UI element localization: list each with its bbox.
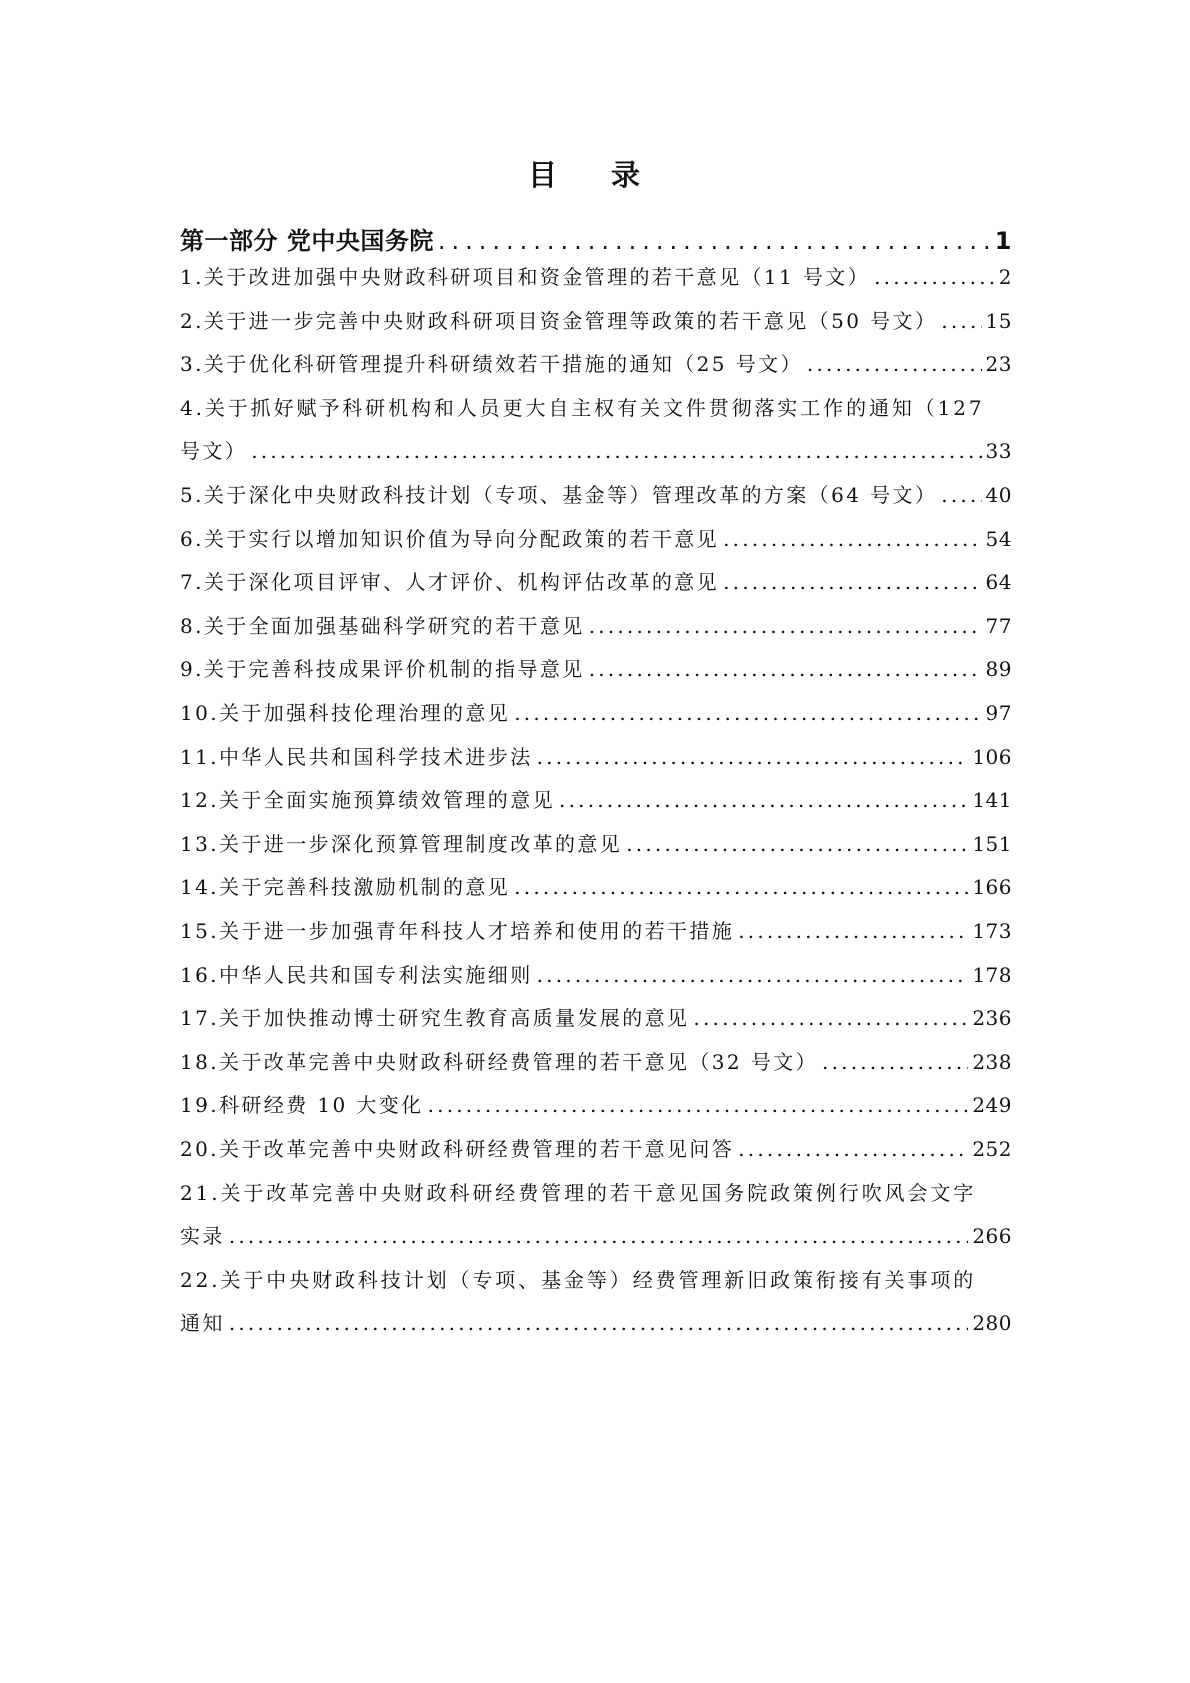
toc-leader-dots	[941, 480, 981, 510]
toc-entry[interactable]	[180, 1130, 1012, 1164]
toc-entry-page: 64	[985, 570, 1012, 595]
toc-entry-page: 166	[972, 875, 1012, 900]
toc-entry-page: 238	[972, 1049, 1012, 1074]
toc-entry-continuation[interactable]	[180, 432, 1012, 466]
toc-entry-page: 106	[972, 744, 1012, 769]
toc-leader-dots	[229, 1308, 969, 1338]
toc-entry-title: 21.关于改革完善中央财政科研经费管理的若干意见国务院政策例行吹风会文字	[180, 1180, 977, 1205]
toc-part-page: 1	[994, 227, 1012, 255]
toc-entry-title: 3.关于优化科研管理提升科研绩效若干措施的通知（25 号文）	[180, 352, 803, 377]
toc-entry-title: 15.关于进一步加强青年科技人才培养和使用的若干措施	[180, 919, 735, 943]
toc-entry[interactable]	[180, 781, 1012, 815]
toc-entry-title-continued: 号文）	[180, 439, 248, 464]
toc-entry-page: 178	[972, 962, 1012, 987]
toc-leader-dots	[537, 960, 969, 990]
toc-leader-dots	[626, 829, 968, 859]
toc-entry[interactable]	[180, 563, 1012, 597]
toc-entry-title: 5.关于深化中央财政科技计划（专项、基金等）管理改革的方案（64 号文）	[180, 483, 938, 507]
toc-entry-title: 16.中华人民共和国专利法实施细则	[180, 962, 533, 987]
toc-leader-dots	[807, 349, 982, 379]
toc-leader-dots	[559, 785, 968, 815]
toc-entry[interactable]	[180, 999, 1012, 1033]
toc-entry-title: 17.关于加快推动博士研究生教育高质量发展的意见	[180, 1006, 690, 1031]
toc-leader-dots	[537, 742, 969, 772]
toc-entry-page: 23	[985, 352, 1012, 377]
toc-entry-title: 18.关于改革完善中央财政科研经费管理的若干意见（32 号文）	[180, 1049, 819, 1074]
toc-leader-dots	[229, 1221, 969, 1251]
toc-entry[interactable]	[180, 520, 1012, 554]
toc-entry-page: 40	[985, 483, 1012, 507]
toc-entry-continuation[interactable]	[180, 1304, 1012, 1338]
page-title: 目 录	[527, 158, 663, 192]
toc-entry-title: 9.关于完善科技成果评价机制的指导意见	[180, 657, 585, 682]
toc-entry-page: 173	[972, 919, 1012, 943]
toc-leader-dots	[822, 1047, 968, 1077]
toc-entry-page: 33	[985, 439, 1012, 464]
toc-entry-title: 1.关于改进加强中央财政科研项目和资金管理的若干意见（11 号文）	[180, 265, 871, 289]
toc-entry-page: 280	[972, 1311, 1012, 1336]
toc-entry-title: 22.关于中央财政科技计划（专项、基金等）经费管理新旧政策衔接有关事项的	[180, 1267, 977, 1292]
toc-entry-title: 8.关于全面加强基础科学研究的若干意见	[180, 613, 585, 638]
toc-entry-page: 252	[972, 1137, 1012, 1161]
toc-entry-title: 19.科研经费 10 大变化	[180, 1093, 424, 1118]
toc-entry-page: 54	[985, 526, 1012, 551]
toc-leader-dots	[438, 226, 991, 256]
toc-entry-page: 151	[972, 831, 1012, 856]
toc-part-heading[interactable]	[180, 218, 1012, 256]
toc-entry-title: 2.关于进一步完善中央财政科研项目资金管理等政策的若干意见（50 号文）	[180, 308, 938, 333]
toc-entry-title: 11.中华人民共和国科学技术进步法	[180, 744, 533, 769]
toc-entry-page: 249	[972, 1093, 1012, 1118]
toc-entry-title: 14.关于完善科技激励机制的意见	[180, 875, 511, 900]
toc-entry-page: 97	[985, 701, 1012, 725]
toc-entry-page: 15	[985, 308, 1012, 333]
toc-entry-title: 6.关于实行以增加知识价值为导向分配政策的若干意见	[180, 526, 720, 551]
toc-entry-title-continued: 实录	[180, 1224, 225, 1249]
toc-entry-title: 7.关于深化项目评审、人才评价、机构评估改革的意见	[180, 570, 720, 595]
toc-entry-title: 12.关于全面实施预算绩效管理的意见	[180, 788, 556, 813]
toc-leader-dots	[738, 1134, 968, 1164]
toc-entry[interactable]	[180, 1174, 1012, 1208]
toc-entry-continuation[interactable]	[180, 1217, 1012, 1251]
toc-entry-title: 20.关于改革完善中央财政科研经费管理的若干意见问答	[180, 1137, 735, 1161]
toc-entry[interactable]	[180, 825, 1012, 859]
toc-leader-dots	[589, 611, 982, 641]
toc-entry[interactable]	[180, 738, 1012, 772]
toc-entry[interactable]	[180, 650, 1012, 684]
toc-leader-dots	[723, 567, 981, 597]
toc-leader-dots	[874, 262, 995, 292]
toc-entry[interactable]	[180, 1043, 1012, 1077]
toc-entry[interactable]	[180, 476, 1012, 510]
toc-entry-page: 89	[985, 657, 1012, 682]
toc-entry-page: 236	[972, 1006, 1012, 1031]
toc-entry-title-continued: 通知	[180, 1311, 225, 1336]
toc-leader-dots	[514, 872, 968, 902]
toc-entry-title: 10.关于加强科技伦理治理的意见	[180, 701, 511, 725]
toc-leader-dots	[941, 306, 981, 336]
toc-entry[interactable]	[180, 345, 1012, 379]
toc-entry-title: 4.关于抓好赋予科研机构和人员更大自主权有关文件贯彻落实工作的通知（127	[180, 395, 985, 420]
toc-entry-title: 13.关于进一步深化预算管理制度改革的意见	[180, 831, 623, 856]
toc-entry[interactable]	[180, 1086, 1012, 1120]
toc-leader-dots	[589, 654, 982, 684]
toc-leader-dots	[514, 698, 981, 728]
toc-entry[interactable]	[180, 956, 1012, 990]
toc-entry[interactable]	[180, 302, 1012, 336]
toc-entry-page: 266	[972, 1224, 1012, 1249]
toc-entry[interactable]	[180, 607, 1012, 641]
toc-entry[interactable]	[180, 389, 1012, 423]
toc-entry[interactable]	[180, 868, 1012, 902]
toc-leader-dots	[693, 1003, 968, 1033]
toc-leader-dots	[251, 436, 981, 466]
toc-entry[interactable]	[180, 694, 1012, 728]
toc-leader-dots	[428, 1090, 969, 1120]
toc-entry-page: 141	[972, 788, 1012, 813]
toc-leader-dots	[738, 916, 968, 946]
toc-entry-page: 2	[998, 265, 1012, 289]
toc-entry-page: 77	[985, 613, 1012, 638]
toc-entry[interactable]	[180, 1261, 1012, 1295]
toc-leader-dots	[723, 524, 981, 554]
toc-part-label: 第一部分 党中央国务院	[180, 227, 434, 255]
toc-entry[interactable]	[180, 912, 1012, 946]
toc-entry[interactable]	[180, 258, 1012, 292]
